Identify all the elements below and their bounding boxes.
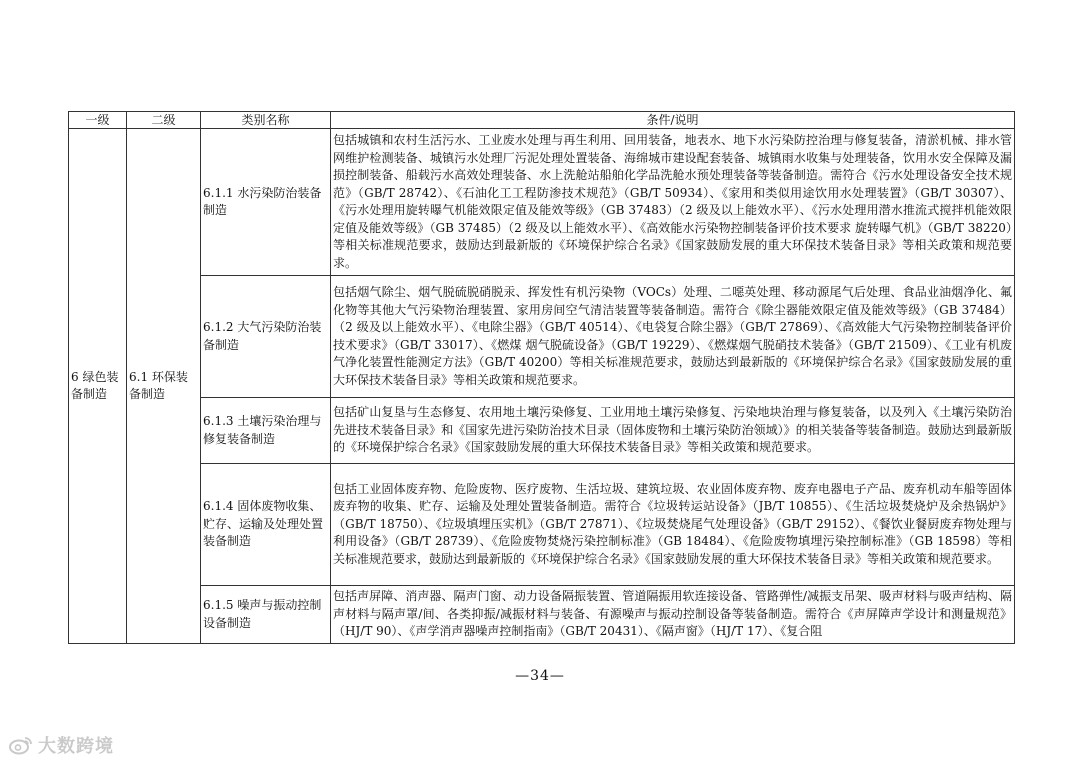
description-cell: 包括城镇和农村生活污水、工业废水处理与再生利用、回用装备，地表水、地下水污染防控治理与修复装备，清淤机械、排水管网维护检测装备、城镇污水处理厂污泥处理处置装备、海绵城市建设配套装备、城镇雨水收集与处理装备，饮用水安全保障及漏损控制装备、船载污水高效处理装备、水上洗舱站船舶化学品洗舱水预处理装备等装备制造。需符合《污水处理设备安全技术规范》（GB/T 28742）、《石油化工工程防渗技术规范》（GB/T 50934）、《家用和类似用途饮用水处理装置》（GB/T 30307）、《污水处理用旋转曝气机能效限定值及能效等级》（GB 37483）（2 级及以上能效水平）、《污水处理用潜水推流式搅拌机能效限定值及能效等级》（GB 37485）（2 级及以上能效水平）、《高效能水污染物控制装备评价技术要求 旋转曝气机》（GB/T 38220）等相关标准规范要求，鼓励达到最新版的《环境保护综合名录》《国家鼓励发展的重大环保技术装备目录》等相关政策和规范要求。 bbox=[331, 129, 1015, 276]
description-cell: 包括声屏障、消声器、隔声门窗、动力设备隔振装置、管道隔振用软连接设备、管路弹性/减振支吊架、吸声材料与吸声结构、隔声材料与隔声罩/间、各类抑振/减振材料与装备、有源噪声与振动控制设备等装备制造。需符合《声屏障声学设计和测量规范》（HJ/T 90）、《声学消声器噪声控制指南》（GB/T 20431）、《隔声窗》（HJ/T 17）、《复合阻 bbox=[331, 586, 1015, 644]
category-cell: 6.1.3 土壤污染治理与修复装备制造 bbox=[201, 398, 331, 464]
weibo-logo-icon bbox=[8, 735, 34, 755]
header-level2: 二级 bbox=[127, 112, 201, 129]
watermark bbox=[8, 732, 114, 758]
category-cell: 6.1.2 大气污染防治装备制造 bbox=[201, 276, 331, 398]
header-description: 条件/说明 bbox=[331, 112, 1015, 129]
table-row bbox=[69, 398, 1015, 464]
table-row bbox=[69, 464, 1015, 586]
description-cell: 包括烟气除尘、烟气脱硫脱硝脱汞、挥发性有机污染物（VOCs）处理、二噁英处理、移动源尾气后处理、食品业油烟净化、氟化物等其他大气污染物治理装置、家用房间空气清洁装置等装备制造。需符合《除尘器能效限定值及能效等级》（GB 37484）（2 级及以上能效水平）、《电除尘器》（GB/T 40514）、《电袋复合除尘器》（GB/T 27869）、《高效能大气污染物控制装备评价技术要求》（GB/T 33017）、《燃煤 烟气脱硫设备》（GB/T 19229）、《燃煤烟气脱硝技术装备》（GB/T 21509）、《工业有机废气净化装置性能测定方法》（GB/T 40200）等相关标准规范要求，鼓励达到最新版的《环境保护综合名录》《国家鼓励发展的重大环保技术装备目录》等相关政策和规范要求。 bbox=[331, 276, 1015, 398]
standards-table bbox=[68, 111, 1015, 644]
category-cell: 6.1.5 噪声与振动控制设备制造 bbox=[201, 586, 331, 644]
header-category: 类别名称 bbox=[201, 112, 331, 129]
category-cell: 6.1.4 固体废物收集、贮存、运输及处理处置装备制造 bbox=[201, 464, 331, 586]
watermark-text: 大数跨境 bbox=[38, 736, 114, 757]
description-cell: 包括工业固体废弃物、危险废物、医疗废物、生活垃圾、建筑垃圾、农业固体废弃物、废弃电器电子产品、废弃机动车船等固体废弃物的收集、贮存、运输及处理处置装备制造。需符合《垃圾转运站设备》（JB/T 10855）、《生活垃圾焚烧炉及余热锅炉》（GB/T 18750）、《垃圾填埋压实机》（GB/T 27871）、《垃圾焚烧尾气处理设备》（GB/T 29152）、《餐饮业餐厨废弃物处理与利用设备》（GB/T 28739）、《危险废物焚烧污染控制标准》（GB 18484）、《危险废物填埋污染控制标准》（GB 18598）等相关标准规范要求，鼓励达到最新版的《环境保护综合名录》《国家鼓励发展的重大环保技术装备目录》等相关政策和规范要求。 bbox=[331, 464, 1015, 586]
header-row bbox=[69, 112, 1015, 129]
level1-cell: 6 绿色装备制造 bbox=[69, 129, 127, 644]
page-number: —34— bbox=[515, 668, 565, 684]
level2-cell: 6.1 环保装备制造 bbox=[127, 129, 201, 644]
description-cell: 包括矿山复垦与生态修复、农用地土壤污染修复、工业用地土壤污染修复、污染地块治理与修复装备，以及列入《土壤污染防治先进技术装备目录》和《国家先进污染防治技术目录（固体废物和土壤污染防治领域）》的相关装备等装备制造。鼓励达到最新版的《环境保护综合名录》《国家鼓励发展的重大环保技术装备目录》等相关政策和规范要求。 bbox=[331, 398, 1015, 464]
table-row bbox=[69, 129, 1015, 276]
header-level1: 一级 bbox=[69, 112, 127, 129]
category-cell: 6.1.1 水污染防治装备制造 bbox=[201, 129, 331, 276]
table-row bbox=[69, 276, 1015, 398]
table-row bbox=[69, 586, 1015, 644]
